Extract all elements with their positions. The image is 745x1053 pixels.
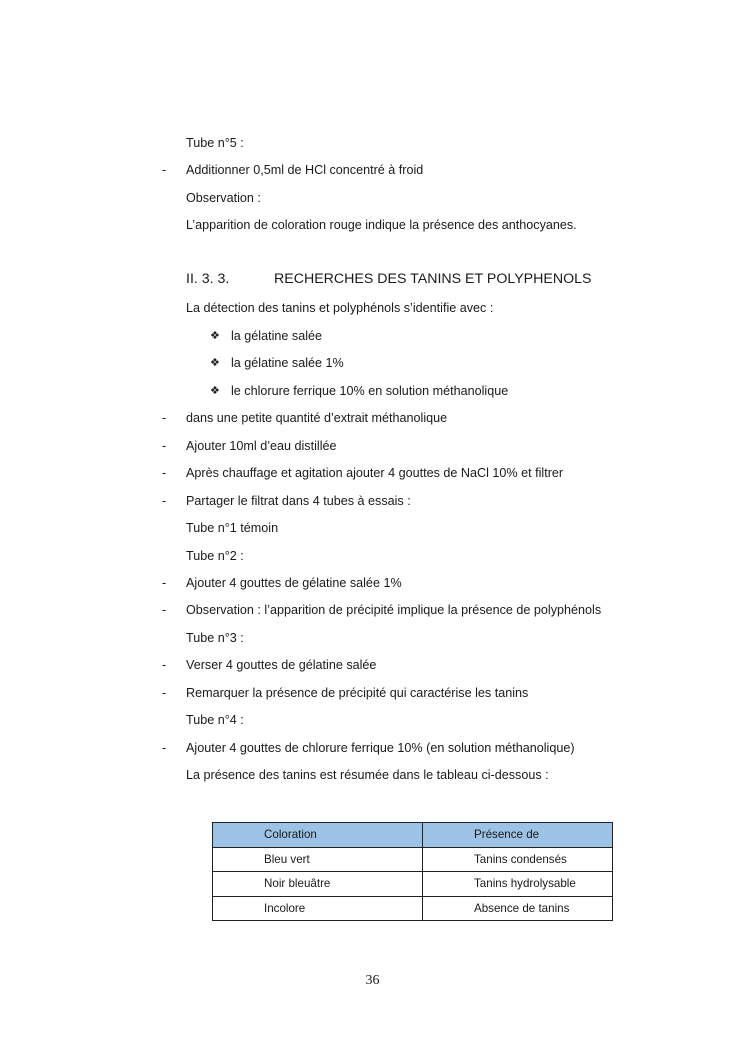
- page-number: 36: [365, 973, 380, 988]
- cell-presence: Tanins condensés: [423, 847, 613, 872]
- tube2-label: Tube n°2 :: [186, 549, 244, 563]
- table-row: [213, 847, 613, 872]
- header-cell-presence: Présence de: [423, 823, 613, 848]
- observation-red-text: L’apparition de coloration rouge indique la présence des anthocyanes.: [186, 218, 577, 232]
- observation-label: Observation :: [186, 191, 261, 205]
- dash-marker: -: [162, 576, 167, 590]
- step-add-gelatin-1pct: Ajouter 4 gouttes de gélatine salée 1%: [186, 576, 402, 590]
- step-note-precipitate: Remarquer la présence de précipité qui caractérise les tanins: [186, 686, 529, 700]
- tube1-label: Tube n°1 témoin: [186, 521, 279, 535]
- step-observation-polyphenols: Observation : l’apparition de précipité implique la présence de polyphénols: [186, 603, 602, 617]
- table-intro: La présence des tanins est résumée dans le tableau ci-dessous :: [186, 768, 549, 782]
- dash-marker: -: [162, 686, 167, 700]
- header-cell-coloration: Coloration: [213, 823, 423, 848]
- cell-presence: Tanins hydrolysable: [423, 872, 613, 897]
- reagent-item: le chlorure ferrique 10% en solution méthanolique: [231, 384, 509, 398]
- table-row: [213, 872, 613, 897]
- cell-coloration: Noir bleuâtre: [213, 872, 423, 897]
- dash-marker: -: [162, 439, 167, 453]
- tube5-label: Tube n°5 :: [186, 136, 244, 150]
- reagent-item: la gélatine salée 1%: [231, 356, 344, 370]
- reagent-item: la gélatine salée: [231, 329, 323, 343]
- step-add-water: Ajouter 10ml d’eau distillée: [186, 439, 337, 453]
- cell-coloration: Bleu vert: [213, 847, 423, 872]
- table-row: [213, 896, 613, 921]
- section-number: II. 3. 3.: [186, 271, 230, 287]
- step-split-filtrate: Partager le filtrat dans 4 tubes à essais :: [186, 494, 411, 508]
- dash-marker: -: [162, 741, 167, 755]
- step-pour-gelatin: Verser 4 gouttes de gélatine salée: [186, 658, 377, 672]
- step-add-hcl: Additionner 0,5ml de HCl concentré à froid: [186, 163, 424, 177]
- tube3-label: Tube n°3 :: [186, 631, 244, 645]
- dash-marker: -: [162, 603, 167, 617]
- dash-marker: -: [162, 658, 167, 672]
- diamond-bullet-icon: ❖: [210, 330, 220, 342]
- dash-marker: -: [162, 411, 167, 425]
- table-header-row: [213, 823, 613, 848]
- tube4-label: Tube n°4 :: [186, 713, 244, 727]
- step-heat-nacl: Après chauffage et agitation ajouter 4 gouttes de NaCl 10% et filtrer: [186, 466, 564, 480]
- dash-marker: -: [162, 494, 167, 508]
- cell-presence: Absence de tanins: [423, 896, 613, 921]
- step-add-ferric: Ajouter 4 gouttes de chlorure ferrique 10% (en solution méthanolique): [186, 741, 575, 755]
- cell-coloration: Incolore: [213, 896, 423, 921]
- section-title: RECHERCHES DES TANINS ET POLYPHENOLS: [274, 271, 592, 287]
- step-methanolic-extract: dans une petite quantité d’extrait méthanolique: [186, 411, 448, 425]
- detection-intro: La détection des tanins et polyphénols s’identifie avec :: [186, 301, 494, 315]
- tannin-results-table: [212, 822, 613, 921]
- diamond-bullet-icon: ❖: [210, 357, 220, 369]
- dash-marker: -: [162, 163, 167, 177]
- diamond-bullet-icon: ❖: [210, 385, 220, 397]
- dash-marker: -: [162, 466, 167, 480]
